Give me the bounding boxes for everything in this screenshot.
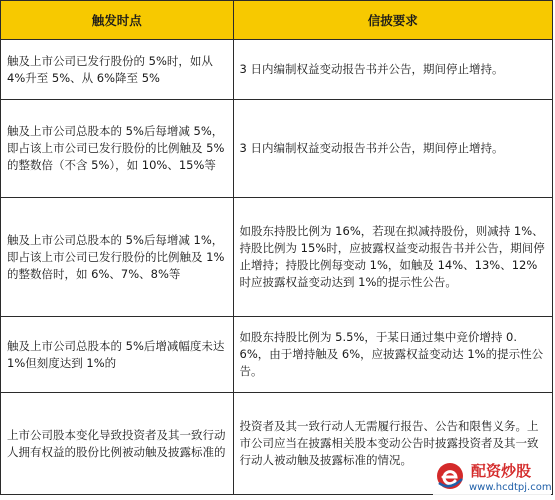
requirement-cell: 3 日内编制权益变动报告书并公告，期间停止增持。 [233,40,552,100]
trigger-cell: 触及上市公司总股本的 5%后每增减 5%，即占该上市公司已发行股份的比例触及 5%的整数倍（不含 5%），如 10%、15%等 [1,100,234,198]
header-trigger-time: 触发时点 [1,1,234,40]
trigger-cell: 触及上市公司已发行股份的 5%时，如从 4%升至 5%、从 6%降至 5% [1,40,234,100]
table-header-row [1,1,553,40]
trigger-cell: 触及上市公司总股本的 5%后每增减 1%，即占该上市公司已发行股份的比例触及 1%的整数倍时，如 6%、7%、8%等 [1,198,234,317]
requirement-cell: 投资者及其一致行动人无需履行报告、公告和限售义务。上市公司应当在披露相关股本变动公告时披露投资者及其一致行动人被动触及披露标准的情况。 [233,393,552,495]
watermark-title: 配资炒股 [471,462,532,480]
e-logo-icon [435,461,465,491]
watermark-url: www.hcdtpj.com [469,482,552,493]
table-row [1,198,553,317]
requirement-cell: 如股东持股比例为 16%，若现在拟减持股份，则减持 1%、持股比例为 15%时，应披露权益变动报告书并公告，期间停止增持；持股比例每变动 1%，如触及 14%、13%、12%时应披露权益变动达到 1%的提示性公告。 [233,198,552,317]
table-row [1,317,553,393]
trigger-cell: 上市公司股本变化导致投资者及其一致行动人拥有权益的股份比例被动触及披露标准的 [1,393,234,495]
header-disclosure-requirement: 信披要求 [233,1,552,40]
table-row [1,100,553,198]
requirement-cell: 如股东持股比例为 5.5%，于某日通过集中竞价增持 0.6%，由于增持触及 6%，应披露权益变动达 1%的提示性公告。 [233,317,552,393]
site-watermark [433,458,551,498]
table-row [1,40,553,100]
requirement-cell: 3 日内编制权益变动报告书并公告，期间停止增持。 [233,100,552,198]
trigger-cell: 触及上市公司总股本的 5%后增减幅度未达 1%但刻度达到 1%的 [1,317,234,393]
